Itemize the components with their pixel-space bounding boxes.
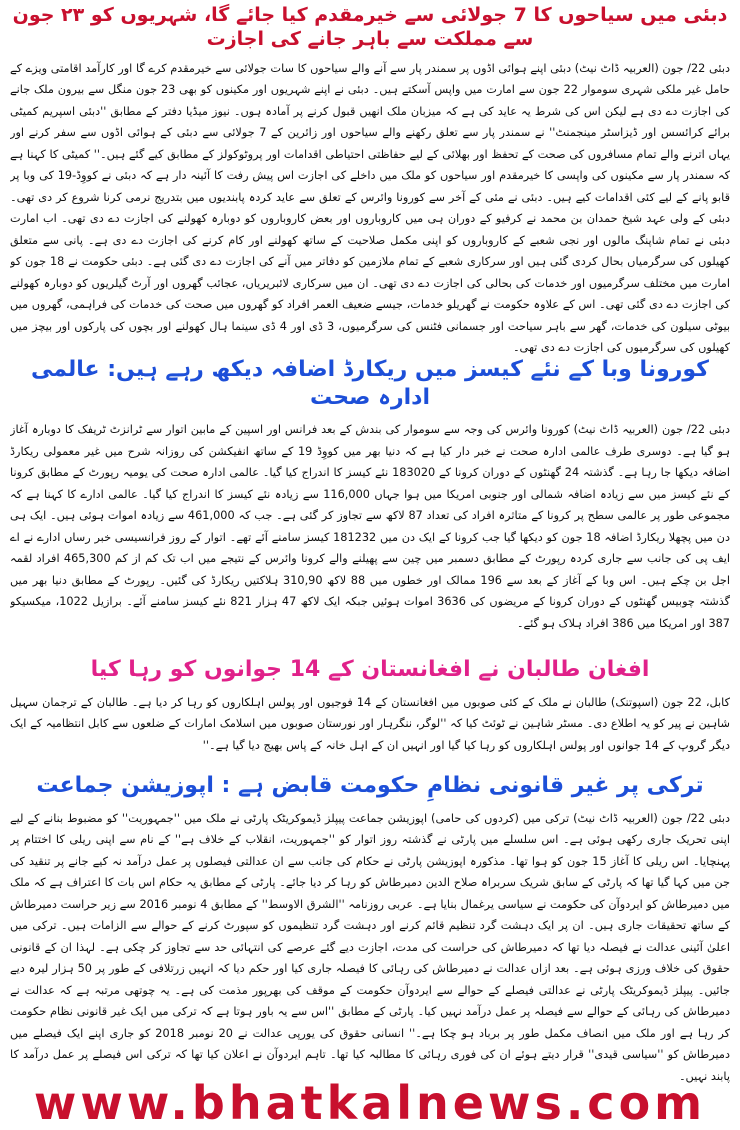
headline-turkey-opposition: ترکی پر غیر قانونی نظامِ حکومت قابض ہے : اپوزیشن جماعت [36,773,704,798]
headline-taliban-release: افغان طالبان نے افغانستان کے 14 جوانوں کو رہا کیا [90,657,650,682]
body-who-covid: دبئی 22/ جون (العربیہ ڈاٹ نیٹ) کورونا وائرس کی وجہ سے سوموار کی بندش کے بعد فرانس اور اسپین کے مابین اتوار سے ٹرانزٹ ٹریفک کا دوبارہ آغاز ہو گیا ہے۔ دوسری طرف عالمی ادارہ صحت نے خبر دار کیا ہے کہ دنیا بھر میں کووِڈ 19 کے ساتھ انفیکشن کی روزانہ شرح میں غیر معمولی ریکارڈ اضافہ دیکھا جا رہا ہے۔ گذشتہ 24 گھنٹوں کے دوران کرونا کے 183020 نئے کیسز کا اندراج کیا گیا۔ عالمی ادارہ صحت کی یومیہ رپورٹ کے مطابق کرونا کے نئے کیسز میں سے زیادہ اضافہ شمالی اور جنوبی امریکا میں ہوا جہاں 116,000 سے زیادہ نئے کیسز کا اندراج کیا گیا۔ عالمی ادارے کا کہنا ہے کہ مجموعی طور پر عالمی سطح پر کرونا کے متاثرہ افراد کی تعداد 87 لاکھ سے تجاوز کر گئی ہے۔ جب کہ 461,000 سے زیادہ اموات ہوئی ہیں۔ ایک ہی دن میں پچھلا ریکارڈ اضافہ 18 جون کو دیکھا گیا جب کرونا کے ایک دن میں 181232 کیسز سامنے آئے تھے۔ اتوار کے روز فرانسیسی خبر رساں ادارے نے اے ایف پی کی جانب سے جاری کردہ رپورٹ کے مطابق دسمبر میں چین سے پھیلنے والے کرونا وائرس کے نتیجے میں اب تک کم از کم 465,300 افراد لقمہ اجل بن چکے ہیں۔ اس وبا کے آغاز کے بعد سے 196 ممالک اور خطوں میں 88 لاکھ 310,90 ہلاکتیں ریکارڈ کی گئیں۔ رپورٹ کے مطابق دنیا بھر میں گذشتہ چوبیس گھنٹوں کے دوران کرونا کے مریضوں کی 3636 اموات ہوئیں جبکہ ایک لاکھ 47 ہزار 821 نئے کیسز سامنے آئے۔ برازیل 1022، میکسیکو 387 اور امریکا میں 386 افراد ہلاک ہو گئے۔ [10,423,730,630]
site-footer-banner: www.bhatkalnews.com [33,1076,707,1130]
article-taliban-release [10,656,730,758]
body-dubai-tourism: دبئی 22/ جون (العربیہ ڈاٹ نیٹ) دبئی اپنے ہوائی اڈوں پر سمندر پار سے آنے والے سیاحوں کا سات جولائی سے خیرمقدم کرے گا اور کارآمد اقامتی ویزے کے حامل غیر ملکی شہری سوموار 22 جون سے امارت میں واپس آسکتے ہیں۔ دبئی نے اپنے شہریوں اور مکینوں کو بھی 23 جون منگل سے بیرون ملک جانے کی اجازت دے دی ہے لیکن اس کی شرط یہ عاید کی ہے کہ میزبان ملک انھیں قبول کرنے پر آمادہ ہوں۔ نیوز میڈیا دفتر کے مطابق ''دبئی اسپریم کمیٹی برائے کرائسس اور ڈیزاسٹر مینجمنٹ'' نے سمندر پار سے تعلق رکھنے والے سیاحوں اور زائرین کے 7 جولائی سے دبئی کے ہوائی اڈوں سے سفر کرنے اور یہاں اترنے والے تمام مسافروں کی صحت کے تحفظ اور بھلائی کے لیے حفاظتی احتیاطی اقدامات اور پروٹوکولز کے مطابق کیے گئے ہیں۔'' کمیٹی کا کہنا ہے کہ سمندر پار سے مکینوں کی واپسی کا خیرمقدم اور سیاحوں کو ملک میں داخلے کی اجازت اس پیش رفت کا آئینہ دار ہے کہ دبئی نے کووِڈ-19 کی وبا پر قابو پانے کے لیے کئی اقدامات کیے ہیں۔ دبئی نے مئی کے آخر سے کورونا وائرس کے تعلق سے عاید کردہ پابندیوں میں بتدریج نرمی کرنا شروع کر دی تھی۔ دبئی کے ولی عہد شیخ حمدان بن محمد نے کرفیو کے دوران ہی میں کاروباروں اور بعض کاروباروں کو دوبارہ کھولنے کی اجازت دے دی تھی۔ اب امارت دبئی نے تمام شاپنگ مالوں اور نجی شعبے کے کاروباروں کو اپنی مکمل صلاحیت کے ساتھ کھولنے اور کام کرنے کی اجازت دے دی ہے۔ پانی سے متعلق کھیلوں کی سرگرمیاں بحال کردی گئی ہیں اور سرکاری شعبے کے تمام ملازمین کو دفاتر میں آنے کی اجازت دے دی گئی ہے۔ دبئی حکومت نے 18 جون کو امارت میں مختلف سرگرمیوں اور خدمات کی بحالی کی اجازت دے دی تھی۔ ان میں سرکاری لائبریریاں، عجائب گھروں اور آرٹ گیلریوں کو دوبارہ کھولنے کی اجازت دے دی گئی تھی۔ اس کے علاوہ حکومت نے گھریلو خدمات، جیسے ضعیف العمر افراد کو گھروں میں صحت کی خدمات کی فراہمی، گھروں میں بیوٹی سیلون کی خدمات، گھر سے باہر سیاحت اور جسمانی فٹنس کی سرگرمیوں، 3 ڈی اور 4 ڈی سینما ہال کھولنے اور بچوں کی پارکوں اور بیچز میں کھیلوں کی سرگرمیوں کی اجازت دے دی تھی۔ [10,61,730,354]
headline-dubai-tourism: دبئی میں سیاحوں کا 7 جولائی سے خیرمقدم کیا جائے گا، شہریوں کو ۲۳ جون سے مملکت سے باہر جانے کی اجازت [12,4,728,50]
article-turkey-opposition [10,772,730,1088]
article-dubai-tourism [10,4,730,378]
article-who-covid [10,356,730,677]
body-taliban-release: کابل، 22 جون (اسپوتنک) طالبان نے ملک کے کئی صوبوں میں افغانستان کے 14 فوجیوں اور پولس اہلکاروں کو رہا کر دیا ہے۔ طالبان کے ترجمان سہیل شاہین نے پیر کو یہ اطلاع دی۔ مسٹر شاہین نے ٹوئٹ کیا کہ ''لوگر، ننگرہار اور نورستان صوبوں میں اسلامک امارات کے ضلعوں سے کابل انتظامیہ کے ایک دیگر گروپ کے 14 جوانوں اور پولس اہلکاروں کو رہا کیا گیا اور انہیں ان کے اہل خانہ کے پاس بھیج دیا گیا ہے۔'' [10,695,730,752]
body-turkey-opposition: دبئی 22/ جون (العربیہ ڈاٹ نیٹ) ترکی میں (کردوں کی حامی) اپوزیشن جماعت پیپلز ڈیموکریٹک پارٹی نے ملک میں ''جمہوریت'' کو مضبوط بنانے کے لیے اپنی تحریک جاری رکھی ہوئی ہے۔ اس سلسلے میں پارٹی نے گذشتہ روز اتوار کو ''جمہوریت، انقلاب کے خلاف ہے'' کے نام سے اپنی ریلی کا اختتام پر پہنچایا۔ اس ریلی کا آغاز 15 جون کو ہوا تھا۔ مذکورہ اپوزیشن پارٹی نے حکام کی جانب سے ان عدالتی فیصلوں پر عمل درآمد نہ کیے جانے پر تنقید کی جن میں کہا گیا تھا کہ پارٹی کے سابق شریک سربراہ صلاح الدین دمیرطاش کو رہا کر دیا جائے۔ پارٹی کے مطابق یہ حکام اس بات کا اعتراف ہے کہ ملک میں دمیرطاش کو ایردوآن کی حکومت نے سیاسی یرغمال بنایا ہے۔ عربی روزنامہ ''الشرق الاوسط'' کے مطابق 4 نومبر 2016 سے زیر حراست دمیرطاش کے ساتھ تحقیقات جاری ہیں۔ ان پر ایک دہشت گرد تنظیم قائم کرنے اور دہشت گرد تنظیموں کو سپورٹ کرنے کے حوالے سے الزامات ہیں۔ ترکی میں اعلیٰ آئینی عدالت نے فیصلہ دیا تھا کہ دمیرطاش کی حراست کی مدت، اجازت دیے گئے عرصے کی انتہائی حد سے تجاوز کر چکی ہے۔ لہذا ان کے قانونی حقوق کی خلاف ورزی ہوئی ہے۔ بعد ازاں عدالت نے دمیرطاش کی رہائی کا فیصلہ جاری کیا اور حکم دیا کہ انہیں زرتلافی کے طور پر 50 ہزار لیرہ دیے جائیں۔ پیپلز ڈیموکریٹک پارٹی نے عدالتی فیصلے کے حوالے سے ایردوآن حکومت کے موقف کی بھرپور مذمت کی ہے۔ یہ چوتھی مرتبہ ہے کہ عدالت نے دمیرطاش کی رہائی کے حوالے سے فیصلہ پر عمل درآمد نہیں کیا۔ پارٹی کے مطابق ''اس سے یہ باور ہوتا ہے کہ ترکی میں ایک غیر قانونی نظام حکومت کر رہا ہے اور ملک میں انصاف مکمل طور پر برباد ہو چکا ہے۔'' انسانی حقوق کی یورپی عدالت نے 20 نومبر 2018 کو جاری اپنے ایک فیصلے میں دمیرطاش کو ''سیاسی قیدی'' قرار دیتے ہوئے ان کی فوری رہائی کا مطالبہ کیا تھا۔ تاہم ایردوآن نے اعلان کیا تھا کہ ترکی اس فیصلے پر عمل درآمد کا پابند نہیں۔ [10,811,730,1083]
headline-who-covid: کورونا وبا کے نئے کیسز میں ریکارڈ اضافہ دیکھ رہے ہیں: عالمی ادارہ صحت [31,357,709,410]
